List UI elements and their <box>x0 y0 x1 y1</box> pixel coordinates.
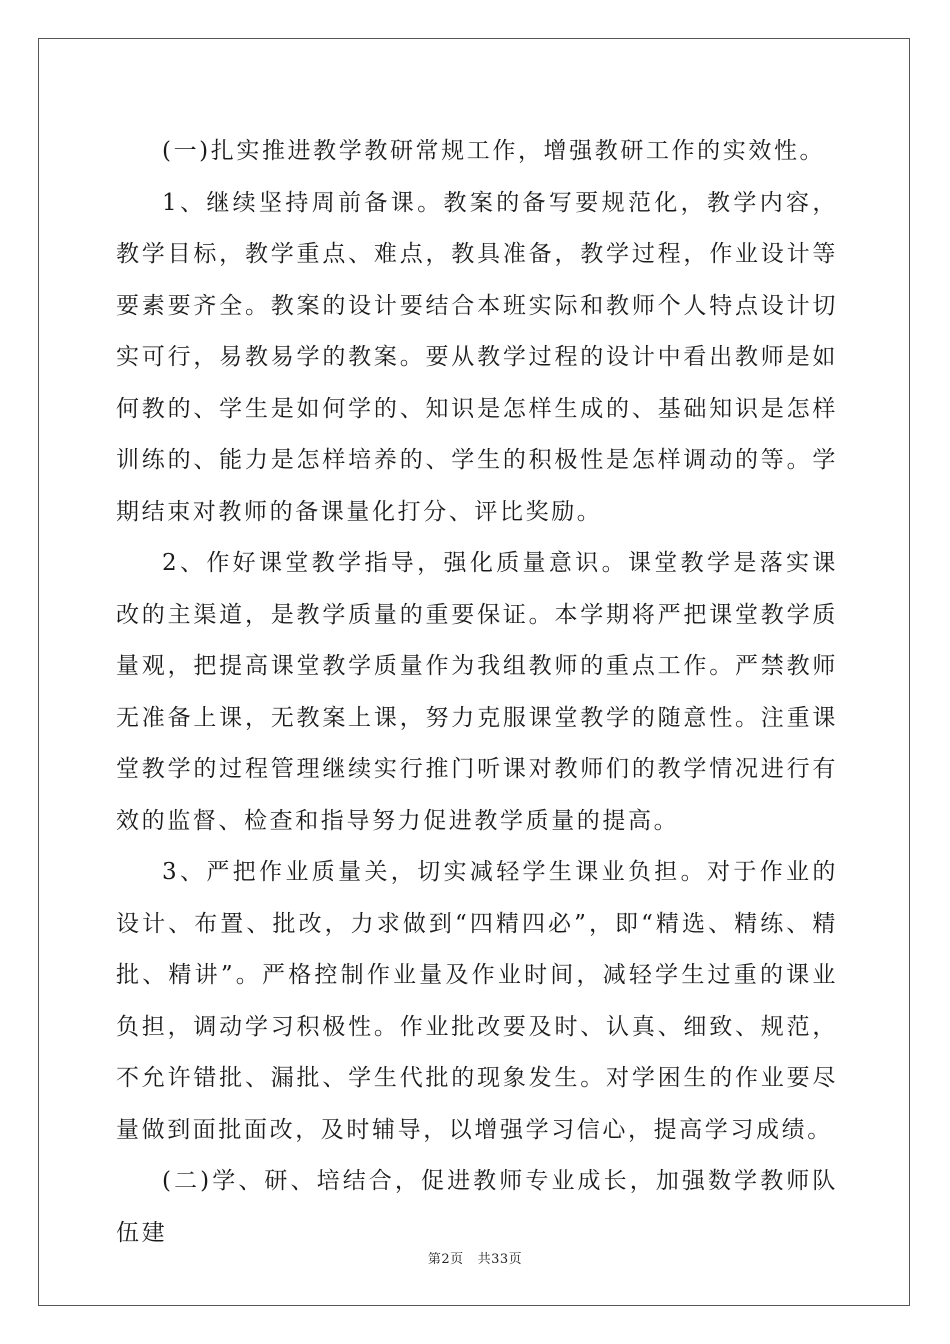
page-number: 第2页 <box>427 1252 464 1267</box>
paragraph-lesson-preparation: 1、继续坚持周前备课。教案的备写要规范化，教学内容，教学目标，教学重点、难点，教具准备，教学过程，作业设计等要素要齐全。教案的设计要结合本班实际和教师个人特点设计切实可行，易教易学的教案。要从教学过程的设计中看出教师是如何教的、学生是如何学的、知识是怎样生成的、基础知识是怎样训练的、能力是怎样培养的、学生的积极性是怎样调动的等。学期结束对教师的备课量化打分、评比奖励。 <box>116 189 838 525</box>
section-heading-2: (二)学、研、培结合，促进教师专业成长，加强数学教师队伍建 <box>116 1168 838 1246</box>
page-total: 共33页 <box>477 1252 523 1267</box>
document-body <box>116 126 838 1259</box>
paragraph-homework-quality: 3、严把作业质量关，切实减轻学生课业负担。对于作业的设计、布置、批改，力求做到“四精四必”，即“精选、精练、精批、精讲”。严格控制作业量及作业时间，减轻学生过重的课业负担，调动学习积极性。作业批改要及时、认真、细致、规范，不允许错批、漏批、学生代批的现象发生。对学困生的作业要尽量做到面批面改，及时辅导，以增强学习信心，提高学习成绩。 <box>116 859 838 1143</box>
section-heading-1: (一)扎实推进教学教研常规工作，增强教研工作的实效性。 <box>162 138 826 164</box>
page-footer <box>0 1248 950 1267</box>
paragraph-classroom-teaching: 2、作好课堂教学指导，强化质量意识。课堂教学是落实课改的主渠道，是教学质量的重要保证。本学期将严把课堂教学质量观，把提高课堂教学质量作为我组教师的重点工作。严禁教师无准备上课，无教案上课，努力克服课堂教学的随意性。注重课堂教学的过程管理继续实行推门听课对教师们的教学情况进行有效的监督、检查和指导努力促进教学质量的提高。 <box>116 550 838 834</box>
